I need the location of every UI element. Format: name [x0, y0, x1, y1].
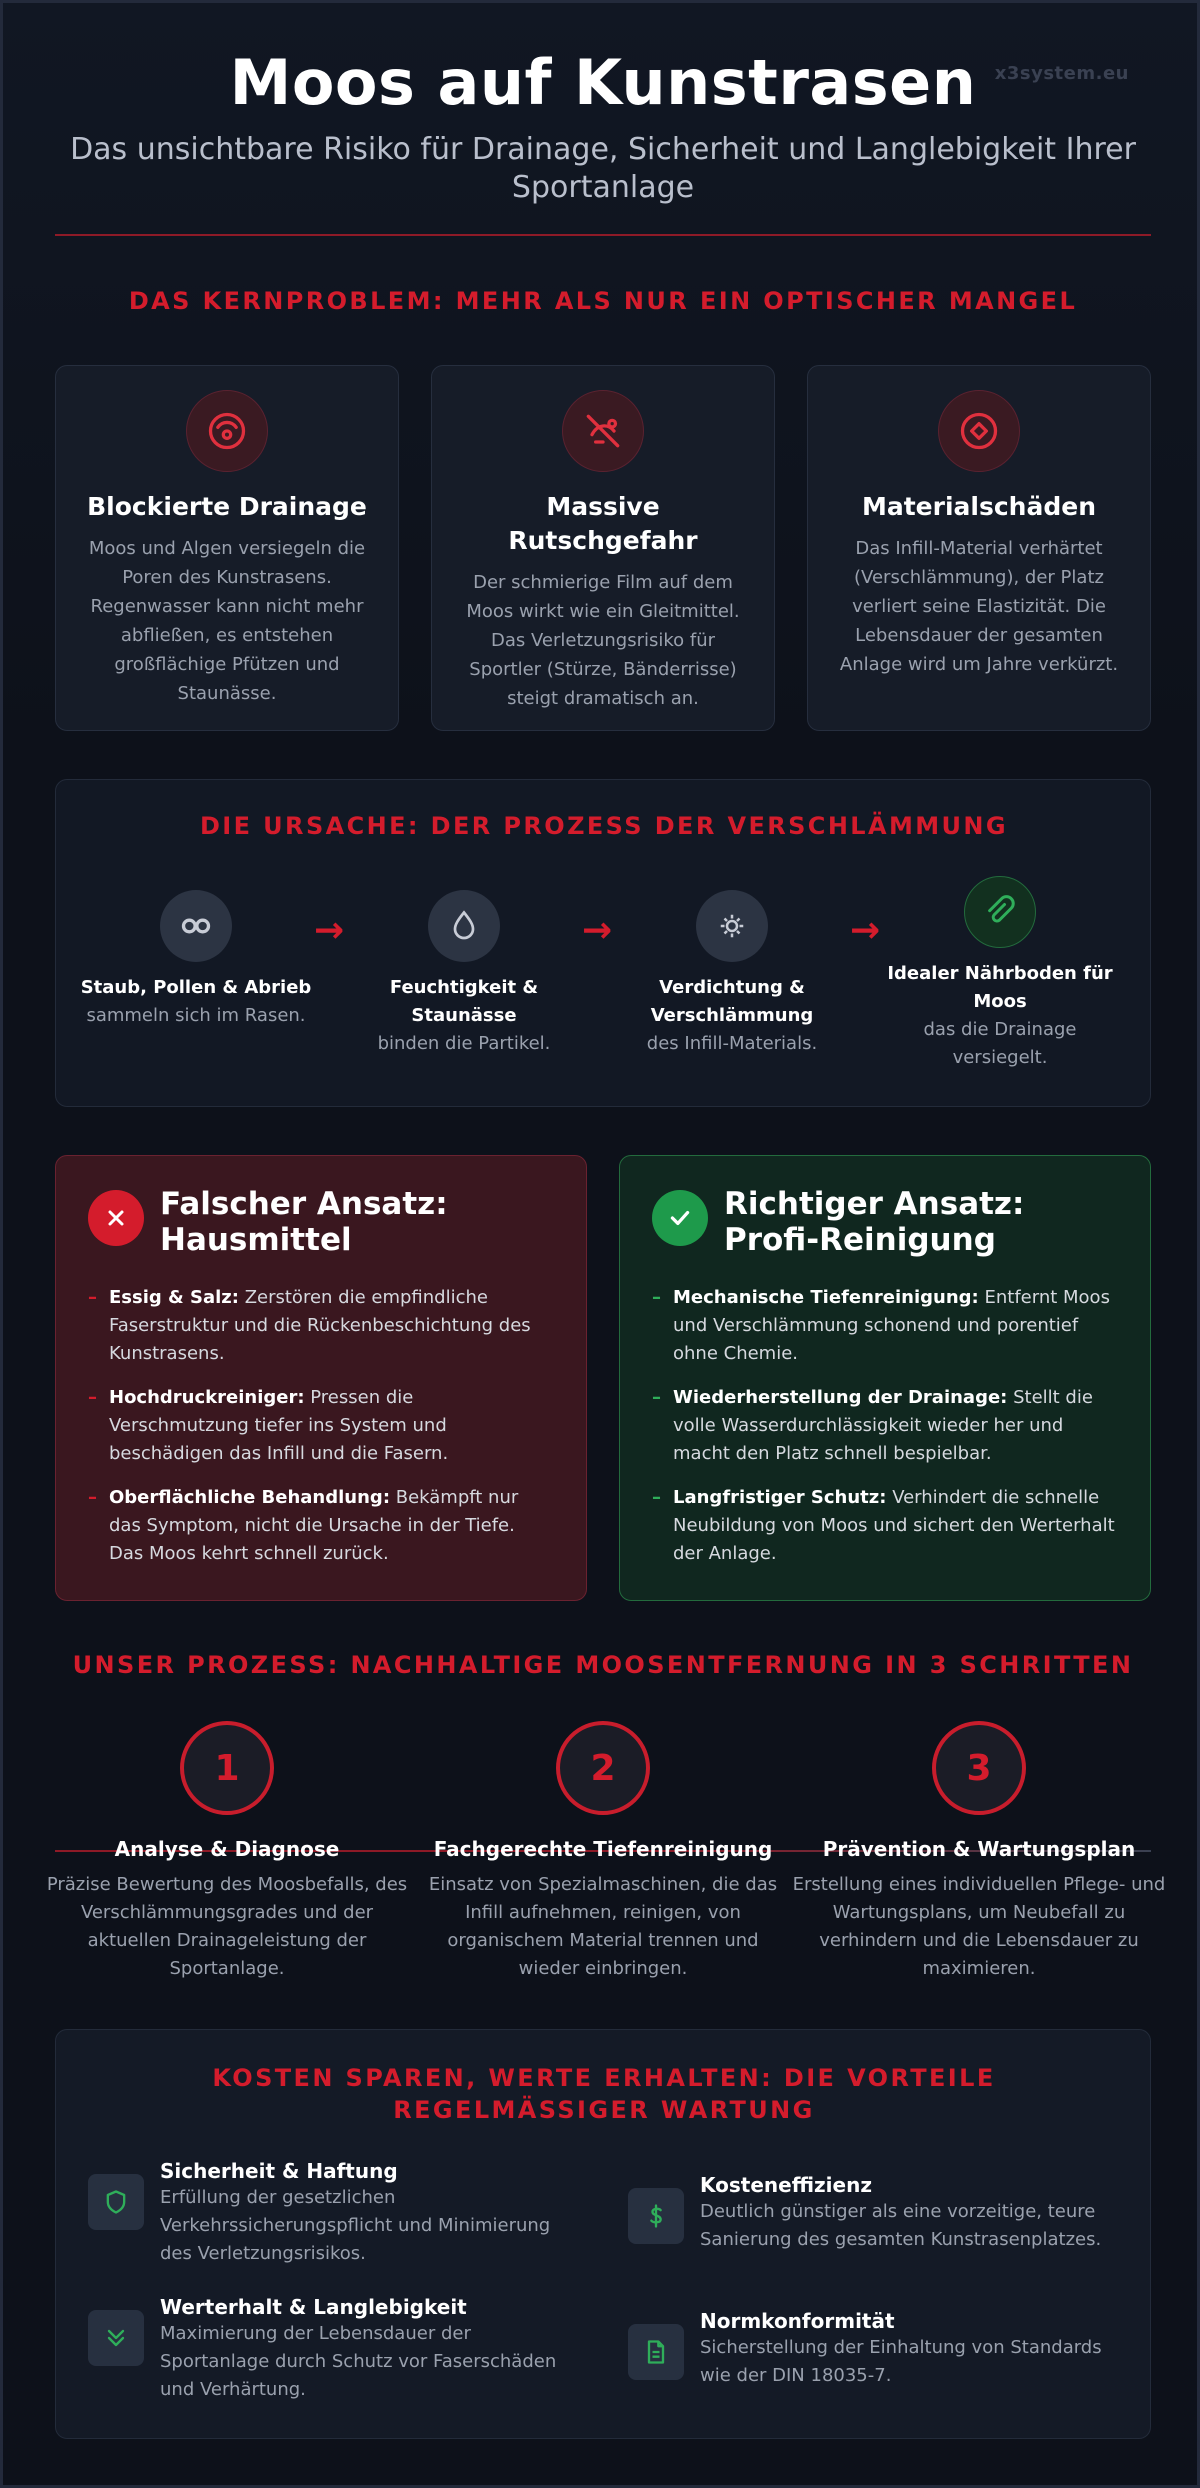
benefit-cost	[628, 2172, 1128, 2254]
item-label: Mechanische Tiefenreinigung:	[673, 1287, 979, 1308]
right-approach-title: Richtiger Ansatz: Profi-Reinigung	[724, 1186, 1025, 1258]
cause-step-text: des Infill-Materials.	[646, 1033, 818, 1054]
cause-step-title: Idealer Nährboden für Moos	[887, 963, 1113, 1012]
benefit-value	[88, 2294, 578, 2404]
page-subtitle: Das unsichtbare Risiko für Drainage, Sicherheit und Langlebigkeit Ihrer Sportanlage	[70, 132, 1136, 205]
problem-card-drainage	[55, 365, 399, 731]
page-title: Moos auf Kunstrasen	[229, 46, 977, 119]
cause-step-4	[880, 876, 1120, 1072]
benefits-section-title: KOSTEN SPAREN, WERTE ERHALTEN: DIE VORTEILE REGELMÄSSIGER WARTUNG	[212, 2064, 996, 2124]
item-label: Wiederherstellung der Drainage:	[673, 1387, 1008, 1408]
drain-icon	[186, 390, 268, 472]
step-number: 1	[180, 1721, 274, 1815]
cause-section-title: DIE URSACHE: DER PROZESS DER VERSCHLÄMMUNG	[199, 812, 1009, 840]
process-step-title: Fachgerechte Tiefenreinigung	[433, 1837, 773, 1861]
wrong-approach-title: Falscher Ansatz: Hausmittel	[160, 1186, 448, 1258]
wrong-approach-list	[88, 1284, 554, 1568]
cause-step-text: sammeln sich im Rasen.	[86, 1005, 306, 1026]
step-number: 3	[932, 1721, 1026, 1815]
card-text: Das Infill-Material verhärtet (Verschlämmung), der Platz verliert seine Elastizität. Die Lebensdauer der gesamten Anlage wird um Jahre verkürzt.	[839, 538, 1119, 675]
benefit-text: Sicherstellung der Einhaltung von Standards wie der DIN 18035-7.	[700, 2337, 1102, 2386]
item-text: Pressen die Verschmutzung tiefer ins System und beschädigen das Infill und die Fasern.	[109, 1387, 449, 1464]
benefit-safety	[88, 2158, 578, 2268]
process-step-3	[791, 1721, 1167, 1983]
problem-section-title: DAS KERNPROBLEM: MEHR ALS NUR EIN OPTISCHER MANGEL	[128, 287, 1078, 315]
cause-step-text: binden die Partikel.	[377, 1033, 551, 1054]
benefit-text: Maximierung der Lebensdauer der Sportanlage durch Schutz vor Faserschäden und Verhärtung.	[160, 2323, 557, 2400]
process-step-text: Erstellung eines individuellen Pflege- und Wartungsplans, um Neubefall zu verhindern und die Lebensdauer zu maximieren.	[792, 1874, 1166, 1979]
arrow-icon: →	[314, 910, 345, 951]
material-damage-icon	[938, 390, 1020, 472]
cause-step-title: Verdichtung & Verschlämmung	[650, 977, 814, 1026]
right-approach-card	[619, 1155, 1151, 1601]
arrow-icon: →	[850, 910, 881, 951]
item-label: Langfristiger Schutz:	[673, 1487, 887, 1508]
brand-watermark: x3system.eu	[994, 63, 1129, 84]
cause-step-text: das die Drainage versiegelt.	[923, 1019, 1077, 1068]
item-text: Zerstören die empfindliche Faserstruktur und die Rückenbeschichtung des Kunstrasens.	[109, 1287, 531, 1364]
card-title: Materialschäden	[861, 492, 1096, 521]
benefit-title: Sicherheit & Haftung	[160, 2159, 398, 2183]
wrong-approach-card	[55, 1155, 587, 1601]
cause-step-2	[344, 890, 584, 1058]
cause-step-1	[76, 890, 316, 1030]
list-item	[652, 1284, 1118, 1368]
card-text: Moos und Algen versiegeln die Poren des Kunstrasens. Regenwasser kann nicht mehr abfließen, es entstehen großflächige Pfützen und Staunässe.	[88, 538, 366, 704]
process-step-title: Analyse & Diagnose	[114, 1837, 340, 1861]
cause-panel	[55, 779, 1151, 1107]
list-item	[88, 1384, 554, 1468]
list-item	[88, 1484, 554, 1568]
particles-icon	[160, 890, 232, 962]
close-icon	[88, 1190, 144, 1246]
cause-step-3	[612, 890, 852, 1058]
benefit-text: Deutlich günstiger als eine vorzeitige, teure Sanierung des gesamten Kunstrasenplatzes.	[700, 2201, 1102, 2250]
item-text: Bekämpft nur das Symptom, nicht die Ursache in der Tiefe. Das Moos kehrt schnell zurück.	[109, 1487, 519, 1564]
benefit-title: Normkonformität	[700, 2309, 895, 2333]
list-item	[652, 1484, 1118, 1568]
problem-card-slip	[431, 365, 775, 731]
benefit-text: Erfüllung der gesetzlichen Verkehrssicherungspflicht und Minimierung des Verletzungsrisikos.	[160, 2187, 551, 2264]
item-label: Hochdruckreiniger:	[109, 1387, 305, 1408]
right-approach-list	[652, 1284, 1118, 1568]
bullet-dash: –	[88, 1487, 97, 1508]
cause-step-title: Feuchtigkeit & Staunässe	[389, 977, 539, 1026]
bullet-dash: –	[652, 1287, 661, 1308]
checkmark-icon	[652, 1190, 708, 1246]
card-text: Der schmierige Film auf dem Moos wirkt wie ein Gleitmittel. Das Verletzungsrisiko für Sportler (Stürze, Bänderrisse) steigt dramatisch an.	[466, 572, 740, 709]
arrow-icon: →	[582, 910, 613, 951]
header-divider	[55, 234, 1151, 236]
dollar-icon	[628, 2188, 684, 2244]
card-title: Massive Rutschgefahr	[508, 492, 698, 555]
slip-warning-icon	[562, 390, 644, 472]
process-section-title: UNSER PROZESS: NACHHALTIGE MOOSENTFERNUNG IN 3 SCHRITTEN	[72, 1651, 1134, 1679]
item-label: Essig & Salz:	[109, 1287, 239, 1308]
document-icon	[628, 2324, 684, 2380]
process-step-text: Einsatz von Spezialmaschinen, die das Infill aufnehmen, reinigen, von organischem Material trennen und wieder einbringen.	[428, 1874, 778, 1979]
process-step-text: Präzise Bewertung des Moosbefalls, des Verschlämmungsgrades und der aktuellen Drainageleistung der Sportanlage.	[46, 1874, 408, 1979]
bullet-dash: –	[88, 1287, 97, 1308]
list-item	[652, 1384, 1118, 1468]
shield-icon	[88, 2174, 144, 2230]
bullet-dash: –	[652, 1387, 661, 1408]
bullet-dash: –	[652, 1487, 661, 1508]
list-item	[88, 1284, 554, 1368]
moss-icon	[964, 876, 1036, 948]
item-text: Entfernt Moos und Verschlämmung schonend und porentief ohne Chemie.	[673, 1287, 1110, 1364]
item-text: Verhindert die schnelle Neubildung von Moos und sichert den Werterhalt der Anlage.	[673, 1487, 1115, 1564]
process-step-title: Prävention & Wartungsplan	[822, 1837, 1136, 1861]
cause-step-title: Staub, Pollen & Abrieb	[80, 977, 312, 998]
item-label: Oberflächliche Behandlung:	[109, 1487, 391, 1508]
double-chevron-down-icon	[88, 2310, 144, 2366]
bullet-dash: –	[88, 1387, 97, 1408]
step-number: 2	[556, 1721, 650, 1815]
benefit-norm	[628, 2308, 1128, 2390]
card-title: Blockierte Drainage	[87, 492, 367, 521]
process-step-2	[415, 1721, 791, 1983]
item-text: Stellt die volle Wasserdurchlässigkeit wieder her und macht den Platz schnell bespielbar.	[673, 1387, 1093, 1464]
droplet-icon	[428, 890, 500, 962]
problem-card-material	[807, 365, 1151, 731]
benefits-panel	[55, 2029, 1151, 2439]
benefit-title: Werterhalt & Langlebigkeit	[160, 2295, 467, 2319]
process-step-1	[39, 1721, 415, 1983]
benefit-title: Kosteneffizienz	[700, 2173, 872, 2197]
compaction-icon	[696, 890, 768, 962]
